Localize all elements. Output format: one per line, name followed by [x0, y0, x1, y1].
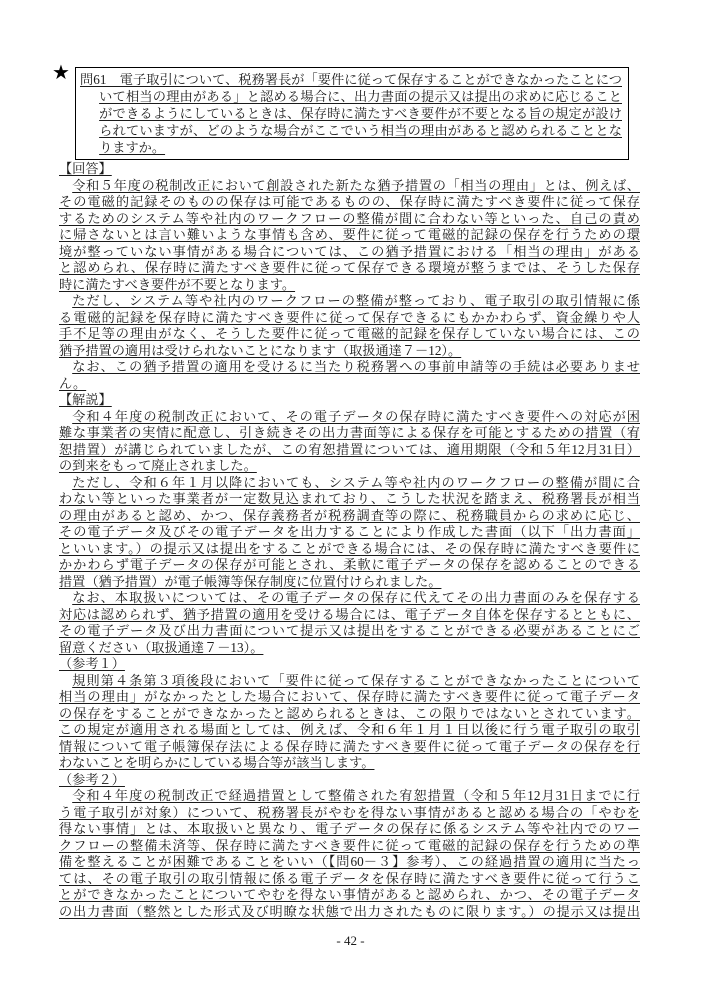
paragraph-line: わない等といった事業者が一定数見込まれており、こうした状況を踏まえ、税務署長が相当: [59, 491, 640, 506]
document-body: [59, 161, 640, 920]
paragraph-line: 相当の理由」がなかったとした場合において、保存時に満たすべき要件に従って電子データ: [59, 689, 640, 704]
paragraph-line: その電子データ及びその電子データを出力することにより作成した書面（以下「出力書面」: [59, 524, 640, 539]
paragraph-line: といいます。）の提示又は提出をすることができる場合には、その保存時に満たすべき要件に: [59, 540, 640, 556]
paragraph-line: その電子データ及び出力書面について提示又は提出をすることができる必要があることにご: [59, 623, 640, 638]
section-heading: （参考１）: [59, 656, 125, 671]
paragraph-line: 備を整えることが困難であることをいい（【問60－３】参考）、この経過措置の適用に当たっ: [59, 854, 640, 869]
paragraph-line: 得ない事情」とは、本取扱いと異なり、電子データの保存に係るシステム等や社内でのワー: [59, 821, 640, 836]
paragraph-line: 猶予措置の適用は受けられないことになります（取扱通達７－12）。: [59, 342, 462, 358]
paragraph-line: なお、この猶予措置の適用を受けるに当たり税務署への事前申請等の手続は必要ありませ: [72, 359, 640, 374]
paragraph-line: の保存をすることができなかったと認められるときは、この限りではないとされています。: [59, 705, 640, 721]
paragraph-line: に帰さないとは言い難いような事情も含め、要件に従って電磁的記録の保存を行うための環: [59, 227, 640, 242]
section-heading: 【回答】: [59, 161, 112, 176]
paragraph-line: 難な事業者の実情に配意し、引き続きその出力書面等による保存を可能とするための措置（宥: [59, 425, 640, 440]
question-line: いて相当の理由がある」と認める場合に、出力書面の提示又は提出の求めに応じること: [99, 89, 622, 104]
paragraph-line: わないことを明らかにしている場合等が該当します。: [59, 755, 375, 770]
paragraph-line: するためのシステム等や社内のワークフローの整備が間に合わない等といった、自己の責め: [59, 210, 640, 226]
paragraph-line: 時に満たすべき要件が不要となります。: [59, 276, 296, 292]
question-line: 問61 電子取引について、税務署長が「要件に従って保存することができなかったことにつ: [80, 72, 622, 87]
question-box: [75, 67, 629, 160]
star-marker-icon: ★: [52, 62, 70, 84]
paragraph-line: の理由があると認め、かつ、保存義務者が税務調査等の際に、税務職員からの求めに応じ、: [59, 507, 640, 523]
question-line: られていますが、どのような場合がここでいう相当の理由があると認められることとな: [99, 123, 622, 138]
paragraph-line: の到来をもって廃止されました。: [59, 458, 257, 473]
paragraph-line: とができなかったことについてやむを得ない事情があると認められ、かつ、その電子データ: [59, 887, 640, 902]
paragraph-line: 措置（猶予措置）が電子帳簿等保存制度に位置付けられました。: [59, 573, 442, 589]
paragraph-line: クフローの整備未済等、保存時に満たすべき要件に従って電磁的記録の保存を行うための準: [59, 837, 640, 853]
paragraph-line: う電子取引が対象）について、税務署長がやむを得ない事情があると認める場合の「やむを: [59, 804, 640, 820]
paragraph-line: かかわらず電子データの保存が可能とされ、柔軟に電子データの保存を認めることのできる: [59, 557, 640, 572]
paragraph-line: ん。: [59, 375, 87, 391]
paragraph-line: ただし、令和６年１月以降においても、システム等や社内のワークフローの整備が間に合: [72, 474, 640, 490]
paragraph-line: 情報について電子帳簿保存法による保存時に満たすべき要件に従って電子データの保存を行: [59, 738, 640, 754]
paragraph-line: の出力書面（整然とした形式及び明瞭な状態で出力されたものに限ります。）の提示又は提出: [59, 903, 640, 919]
question-line: ができるようにしているときは、保存時に満たすべき要件が不要となる旨の規定が設け: [99, 106, 622, 121]
paragraph-line: ては、その電子取引の取引情報に係る電子データを保存時に満たすべき要件に従って行うこ: [59, 870, 640, 886]
section-heading: （参考２）: [59, 771, 125, 787]
paragraph-line: 規則第４条第３項後段において「要件に従って保存することができなかったことについて: [72, 672, 640, 688]
paragraph-line: 手不足等の理由がなく、そうした要件に従って電磁的記録を保存していない場合には、この: [59, 326, 640, 341]
paragraph-line: 令和５年度の税制改正において創設された新たな猶予措置の「相当の理由」とは、例えば、: [72, 177, 640, 193]
paragraph-line: その電磁的記録そのものの保存は可能であるものの、保存時に満たすべき要件に従って保存: [59, 194, 640, 209]
section-heading: 【解説】: [59, 392, 112, 407]
paragraph-line: 恕措置）が講じられていましたが、この宥恕措置については、適用期限（令和５年12月31日）: [59, 441, 640, 457]
paragraph-line: と認められ、保存時に満たすべき要件に従って保存できる環境が整うまでは、そうした保存: [59, 260, 640, 275]
paragraph-line: 令和４年度の税制改正で経過措置として整備された宥恕措置（令和５年12月31日までに行: [72, 788, 640, 803]
question-line: りますか。: [99, 140, 166, 155]
paragraph-line: る電磁的記録を保存時に満たすべき要件に従って保存できるにもかかわらず、資金繰りや人: [59, 309, 640, 325]
paragraph-line: 令和４年度の税制改正において、その電子データの保存時に満たすべき要件への対応が困: [72, 408, 640, 424]
page-number: - 42 -: [336, 933, 365, 948]
paragraph-line: ただし、システム等や社内のワークフローの整備が整っており、電子取引の取引情報に係: [72, 293, 640, 308]
paragraph-line: 境が整っていない事情がある場合については、この猶予措置における「相当の理由」がある: [59, 243, 640, 259]
paragraph-line: なお、本取扱いについては、その電子データの保存に代えてその出力書面のみを保存する: [72, 590, 640, 605]
paragraph-line: 留意ください（取扱通達７－13）。: [59, 639, 264, 655]
paragraph-line: 対応は認められず、猶予措置の適用を受ける場合には、電子データ自体を保存するとともに、: [59, 606, 640, 622]
paragraph-line: この規定が適用される場面としては、例えば、令和６年１月１日以後に行う電子取引の取引: [59, 722, 640, 737]
